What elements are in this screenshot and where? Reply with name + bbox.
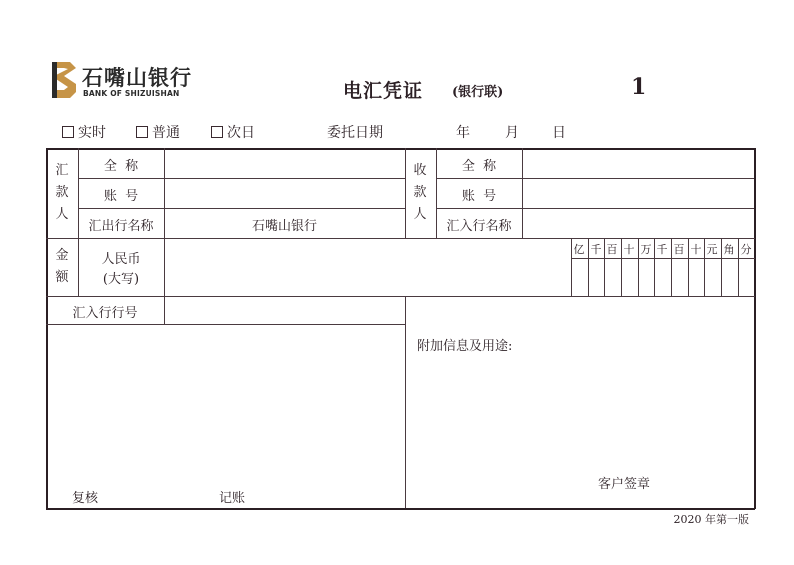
review-label: 复核 <box>72 491 99 506</box>
form-title: 电汇凭证 <box>343 80 424 102</box>
divider <box>46 324 405 325</box>
checkbox-next-day[interactable] <box>211 126 223 138</box>
digit-unit: 分 <box>740 243 752 256</box>
divider <box>522 148 523 238</box>
bookkeeping-label: 记账 <box>219 491 246 506</box>
checkbox-instant[interactable] <box>62 126 74 138</box>
payee-group-label: 收款人 <box>413 163 427 222</box>
month-label: 月 <box>505 125 519 141</box>
remitter-bank-label: 汇出行名称 <box>88 219 154 234</box>
option-next-day[interactable] <box>211 122 255 142</box>
amount-label: 金额 <box>55 248 69 285</box>
divider <box>405 296 406 508</box>
divider <box>436 208 754 209</box>
divider <box>571 258 755 259</box>
payee-bank-label: 汇入行名称 <box>446 219 512 234</box>
option-instant-label: 实时 <box>78 125 106 141</box>
bank-name-en: BANK OF SHIZUISHAN <box>83 89 180 98</box>
divider <box>78 238 79 296</box>
option-instant[interactable] <box>62 122 106 142</box>
divider <box>164 296 165 324</box>
option-normal-label: 普通 <box>152 125 180 141</box>
customer-signature-label: 客户签章 <box>598 477 651 492</box>
checkbox-normal[interactable] <box>136 126 148 138</box>
extra-info-label: 附加信息及用途: <box>417 339 513 354</box>
remitter-group-label: 汇款人 <box>55 163 69 222</box>
day-label: 日 <box>552 125 566 141</box>
currency-label: 人民币 <box>101 252 141 267</box>
form-border-left <box>46 148 48 509</box>
divider <box>436 178 754 179</box>
digit-unit: 十 <box>623 243 635 256</box>
form-border-bottom <box>46 508 755 510</box>
edition-label: 2020 年第一版 <box>673 513 749 526</box>
digit-unit: 千 <box>590 243 602 256</box>
year-label: 年 <box>456 125 470 141</box>
option-normal[interactable] <box>136 122 180 142</box>
form-subtitle: (银行联) <box>452 85 504 100</box>
digit-unit: 千 <box>656 243 668 256</box>
divider <box>46 238 755 239</box>
digit-unit: 十 <box>690 243 702 256</box>
bank-name-cn: 石嘴山银行 <box>82 66 192 90</box>
entrust-date-label: 委托日期 <box>327 125 383 141</box>
remitter-full-name-label: 全 称 <box>103 159 139 174</box>
bank-logo-icon <box>50 60 78 100</box>
divider <box>405 148 406 238</box>
payee-full-name-label: 全 称 <box>461 159 497 174</box>
digit-unit: 元 <box>706 243 718 256</box>
divider <box>78 208 405 209</box>
currency-note: (大写) <box>102 272 140 287</box>
inbound-bank-number-label: 汇入行行号 <box>72 306 138 321</box>
digit-unit: 百 <box>673 243 685 256</box>
divider <box>164 238 165 296</box>
digit-unit: 亿 <box>573 243 585 256</box>
digit-unit: 百 <box>606 243 618 256</box>
digit-unit: 角 <box>723 243 735 256</box>
copy-number: 1 <box>631 74 647 100</box>
form-border-right <box>754 148 756 509</box>
divider <box>78 178 405 179</box>
digit-unit: 万 <box>640 243 652 256</box>
form-border-top <box>46 148 755 150</box>
remitter-account-label: 账 号 <box>103 189 139 204</box>
divider <box>46 296 755 297</box>
payee-account-label: 账 号 <box>461 189 497 204</box>
remitter-bank-value: 石嘴山银行 <box>251 219 317 234</box>
option-next-day-label: 次日 <box>227 125 255 141</box>
